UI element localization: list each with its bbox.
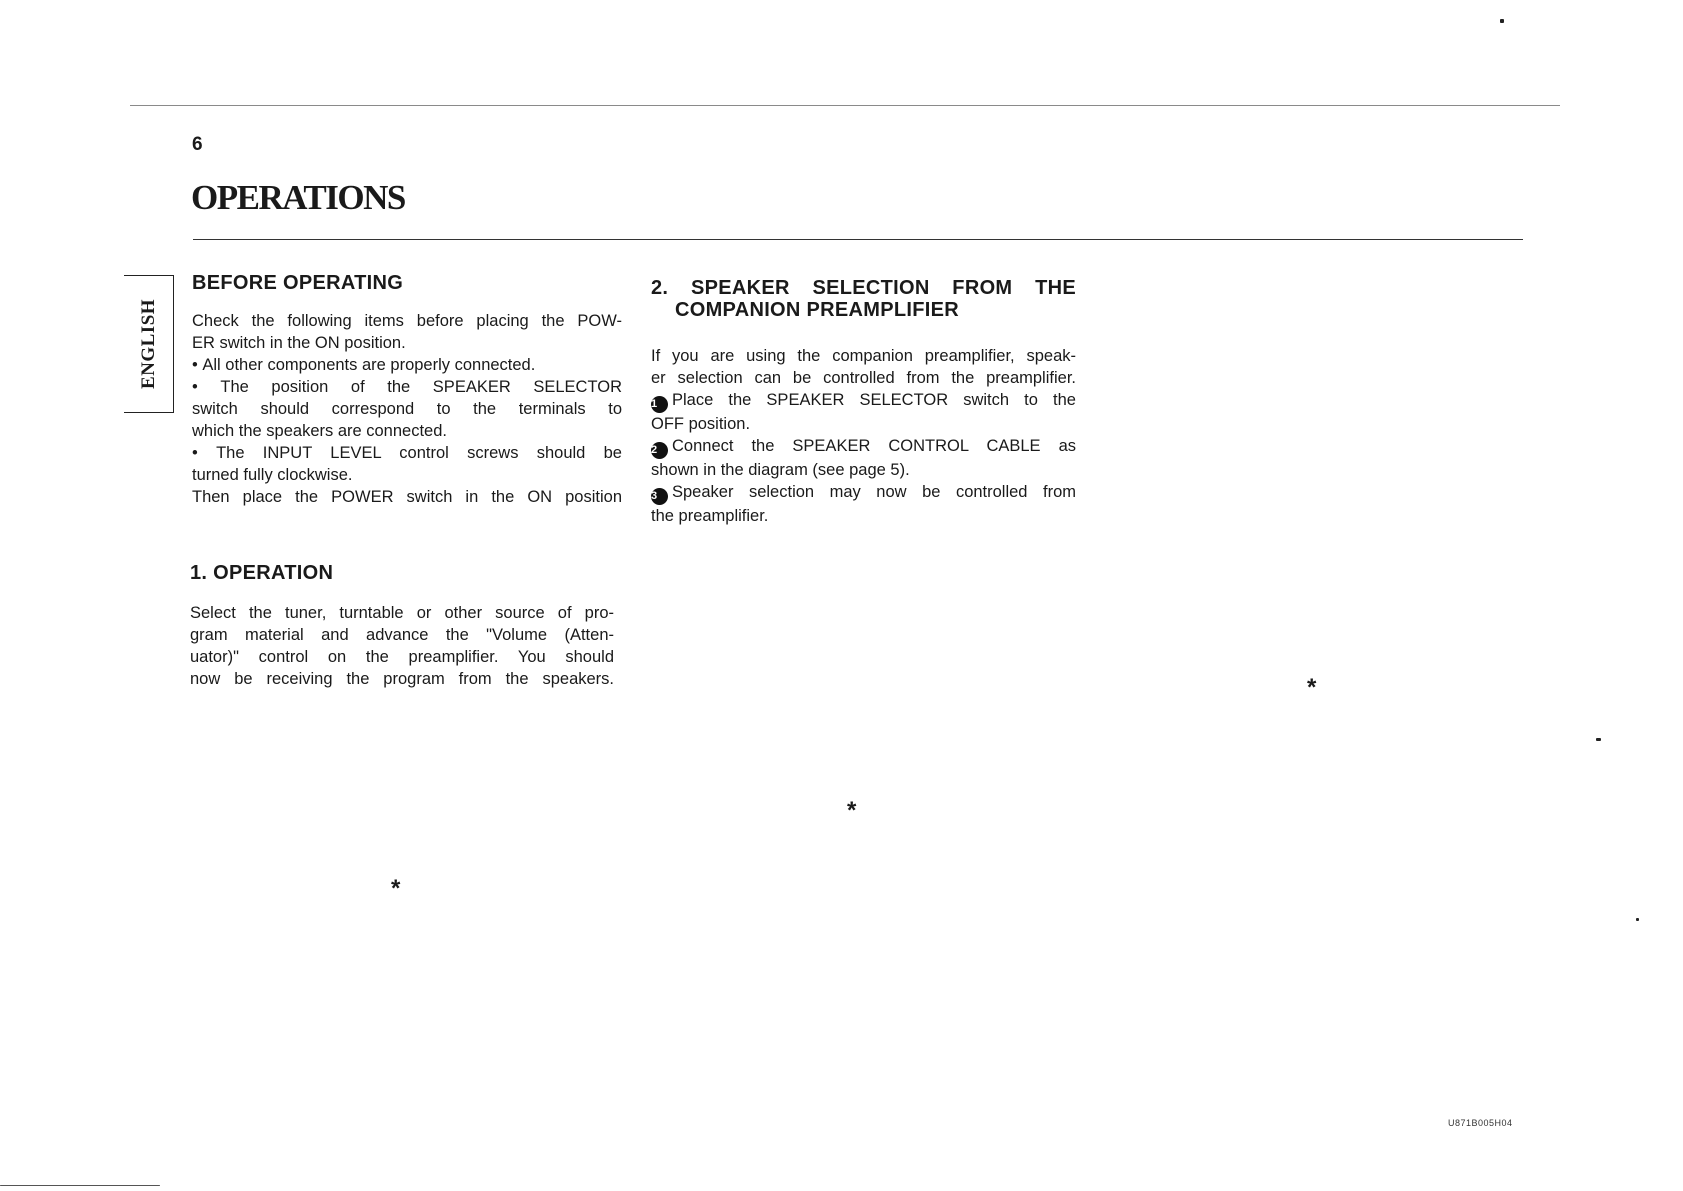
step-number-icon: 2 xyxy=(651,442,668,459)
step-item xyxy=(651,389,1076,435)
step-item xyxy=(651,435,1076,481)
step-item xyxy=(651,481,1076,527)
checklist-text: turned fully clockwise. xyxy=(192,466,353,484)
body-line: now be receiving the program from the speakers. xyxy=(190,670,614,688)
checklist-text: which the speakers are connected. xyxy=(192,422,447,440)
bullet-icon: • xyxy=(192,444,217,462)
asterisk-mark: * xyxy=(1307,674,1317,701)
page-number: 6 xyxy=(192,134,203,155)
step-text: Speaker selection may now be controlled from xyxy=(672,483,1076,501)
checklist-item xyxy=(192,442,622,486)
body-line: uator)" control on the preamplifier. You should xyxy=(190,648,614,666)
page-title: OPERATIONS xyxy=(191,178,405,217)
step-text: shown in the diagram (see page 5). xyxy=(651,461,910,479)
scan-speck xyxy=(1500,19,1504,23)
checklist-text: All other components are properly connected. xyxy=(202,356,536,374)
scan-speck xyxy=(1636,918,1639,921)
title-underline xyxy=(193,239,1523,240)
intro-line: Check the following items before placing the POW- xyxy=(192,312,622,330)
step-number-icon: 3 xyxy=(651,488,668,505)
bullet-icon: • xyxy=(192,356,203,374)
section-heading: BEFORE OPERATING xyxy=(192,272,404,294)
step-text: Connect the SPEAKER CONTROL CABLE as xyxy=(672,437,1076,455)
step-text: the preamplifier. xyxy=(651,507,769,525)
checklist-text: The position of the SPEAKER SELECTOR xyxy=(220,378,622,396)
asterisk-mark: * xyxy=(391,875,401,902)
step-text: Place the SPEAKER SELECTOR switch to the xyxy=(672,391,1076,409)
intro-line: er selection can be controlled from the preamplifier. xyxy=(651,369,1076,387)
closing-line: Then place the POWER switch in the ON position xyxy=(192,488,622,506)
body-line: Select the tuner, turntable or other source of pro- xyxy=(190,604,614,622)
asterisk-mark: * xyxy=(847,797,857,824)
intro-line: ER switch in the ON position. xyxy=(192,334,406,352)
language-label: ENGLISH xyxy=(137,298,159,390)
step-number-icon: 1 xyxy=(651,396,668,413)
checklist-text: The INPUT LEVEL control screws should be xyxy=(216,444,622,462)
scan-edge-line xyxy=(0,1185,160,1186)
checklist-item xyxy=(192,354,622,376)
step-text: OFF position. xyxy=(651,415,751,433)
language-tab xyxy=(124,275,174,413)
document-code: U871B005H04 xyxy=(1448,1118,1513,1128)
body-line: gram material and advance the "Volume (Atten- xyxy=(190,626,614,644)
scan-speck xyxy=(1596,738,1601,741)
section-heading-continued: COMPANION PREAMPLIFIER xyxy=(675,299,960,321)
checklist-item xyxy=(192,376,622,442)
section-heading: 1. OPERATION xyxy=(190,562,334,584)
before-operating-section xyxy=(192,272,622,508)
section-heading: 2. SPEAKER SELECTION FROM THE xyxy=(651,277,1076,299)
bullet-icon: • xyxy=(192,378,221,396)
operation-section xyxy=(190,562,614,690)
checklist-text: switch should correspond to the terminals to xyxy=(192,400,622,418)
intro-line: If you are using the companion preamplifier, speak- xyxy=(651,347,1076,365)
top-divider xyxy=(130,105,1560,106)
speaker-selection-section xyxy=(651,277,1076,527)
